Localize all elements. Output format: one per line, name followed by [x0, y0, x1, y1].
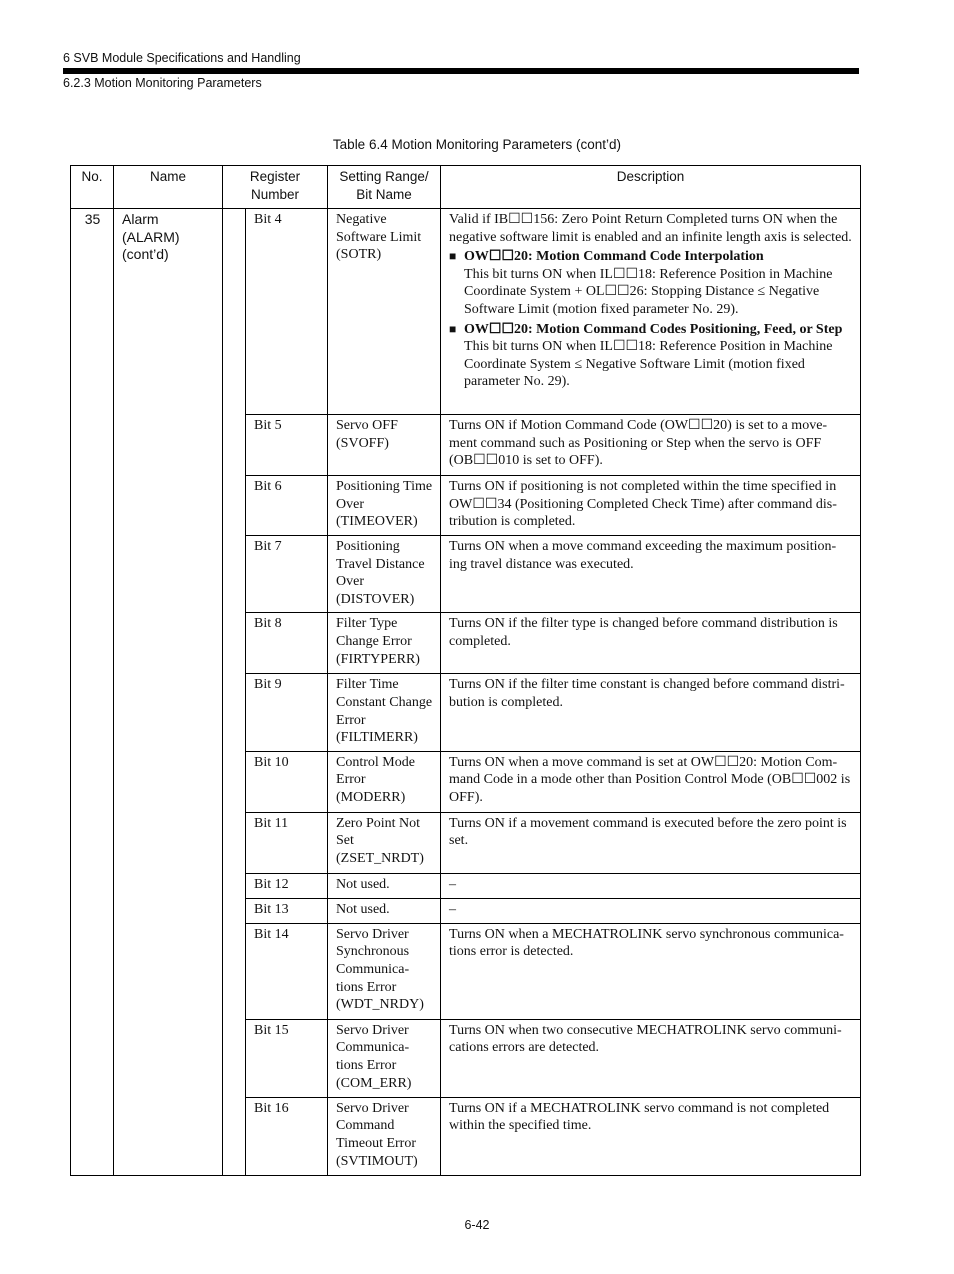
description-text: Turns ON if positioning is not completed within the time specified in OW☐☐34 (Positioning Completed Check Time) after command dis-tribution is completed. [449, 479, 837, 530]
bit-number: Bit 4 [246, 209, 328, 415]
description-text: – [449, 901, 457, 917]
bullet-title: OW☐☐20: Motion Command Code Interpolation [464, 249, 764, 265]
bit-description [441, 415, 861, 476]
bit-description [441, 613, 861, 674]
description-text: Turns ON if the filter type is changed before command distribution is completed. [449, 616, 838, 649]
description-text: Valid if IB☐☐156: Zero Point Return Completed turns ON when the negative software limit is enabled and an infinite length axis is selected. [449, 212, 852, 245]
description-text: Turns ON if a movement command is executed before the zero point is set. [449, 815, 847, 849]
motion-monitoring-parameters-table [70, 165, 861, 1176]
bit-description [441, 751, 861, 812]
bit-name: Filter Type Change Error (FIRTYPERR) [328, 613, 441, 674]
col-header-no: No. [71, 166, 114, 209]
bit-name: Servo Driver Command Timeout Error (SVTIMOUT) [328, 1097, 441, 1175]
description-text: – [449, 876, 457, 892]
bit-number: Bit 8 [246, 613, 328, 674]
description-text: Turns ON when a move command exceeding the maximum position-ing travel distance was executed. [449, 539, 837, 572]
bit-number: Bit 13 [246, 898, 328, 923]
bit-name: Servo Driver Communica-tions Error (COM_ERR) [328, 1019, 441, 1097]
bit-name: Servo OFF (SVOFF) [328, 415, 441, 476]
bit-description [441, 898, 861, 923]
bit-number: Bit 9 [246, 674, 328, 751]
bit-name: Filter Time Constant Change Error (FILTIMERR) [328, 674, 441, 751]
description-text: Turns ON when a move command is set at OW☐☐20: Motion Com-mand Code in a mode other than Position Control Mode (OB☐☐002 is OFF). [449, 754, 851, 805]
section-header: 6.2.3 Motion Monitoring Parameters [63, 76, 262, 90]
bullet-title: OW☐☐20: Motion Command Codes Positioning, Feed, or Step [464, 321, 843, 337]
register-spacer-cell [223, 209, 246, 1176]
col-header-setting: Setting Range/ Bit Name [328, 166, 441, 209]
bullet-text: This bit turns ON when IL☐☐18: Reference Position in Machine Coordinate System ≤ Negative Software Limit (motion fixed parameter No. 29). [464, 339, 833, 390]
col-header-register: Register Number [223, 166, 328, 209]
bit-number: Bit 15 [246, 1019, 328, 1097]
description-text: Turns ON if the filter time constant is changed before command distri-bution is completed. [449, 677, 845, 710]
chapter-header: 6 SVB Module Specifications and Handling [63, 51, 301, 65]
page-number: 6-42 [464, 1218, 490, 1232]
description-text: Turns ON if Motion Command Code (OW☐☐20) is set to a move-ment command such as Positioning or Step when the servo is OFF (OB☐☐010 is set to OFF). [449, 418, 828, 469]
table-row [71, 209, 861, 415]
bit-number: Bit 14 [246, 923, 328, 1019]
bit-name: Zero Point Not Set (ZSET_NRDT) [328, 812, 441, 873]
bit-description [441, 1019, 861, 1097]
bit-number: Bit 11 [246, 812, 328, 873]
bullet-text: This bit turns ON when IL☐☐18: Reference Position in Machine Coordinate System + OL☐☐26: Stopping Distance ≤ Negative Software Limit (motion fixed parameter No. 29). [464, 266, 833, 317]
bit-name: Positioning Travel Distance Over (DISTOVER) [328, 536, 441, 613]
col-header-name: Name [114, 166, 223, 209]
bit-description [441, 923, 861, 1019]
bit-name: Servo Driver Synchronous Communica-tions Error (WDT_NRDY) [328, 923, 441, 1019]
description-text: Turns ON if a MECHATROLINK servo command is not completed within the specified time. [449, 1100, 830, 1134]
entry-name: Alarm (ALARM) (cont’d) [114, 209, 223, 1176]
bit-number: Bit 5 [246, 415, 328, 476]
bit-description [441, 674, 861, 751]
bit-description [441, 209, 861, 415]
table-header-row [71, 166, 861, 209]
bit-name: Not used. [328, 873, 441, 898]
description-text: Turns ON when two consecutive MECHATROLINK servo communi-cations errors are detected. [449, 1022, 842, 1056]
bit-name: Not used. [328, 898, 441, 923]
bit-description [441, 1097, 861, 1175]
bit-name: Control Mode Error (MODERR) [328, 751, 441, 812]
bit-number: Bit 7 [246, 536, 328, 613]
bit-number: Bit 12 [246, 873, 328, 898]
bit-number: Bit 16 [246, 1097, 328, 1175]
description-bullet [449, 321, 853, 391]
bit-description [441, 536, 861, 613]
square-bullet-icon: ■ [449, 249, 457, 264]
bit-number: Bit 10 [246, 751, 328, 812]
description-text: Turns ON when a MECHATROLINK servo synchronous communica-tions error is detected. [449, 926, 844, 960]
bit-number: Bit 6 [246, 476, 328, 536]
description-bullet [449, 248, 853, 318]
header-rule [63, 68, 859, 74]
col-header-description: Description [441, 166, 861, 209]
bit-description [441, 476, 861, 536]
square-bullet-icon: ■ [449, 321, 457, 336]
bit-description [441, 873, 861, 898]
bit-name: Positioning Time Over (TIMEOVER) [328, 476, 441, 536]
table-caption: Table 6.4 Motion Monitoring Parameters (cont’d) [332, 137, 622, 152]
entry-number: 35 [71, 209, 114, 1176]
bit-description [441, 812, 861, 873]
bit-name: Negative Software Limit (SOTR) [328, 209, 441, 415]
